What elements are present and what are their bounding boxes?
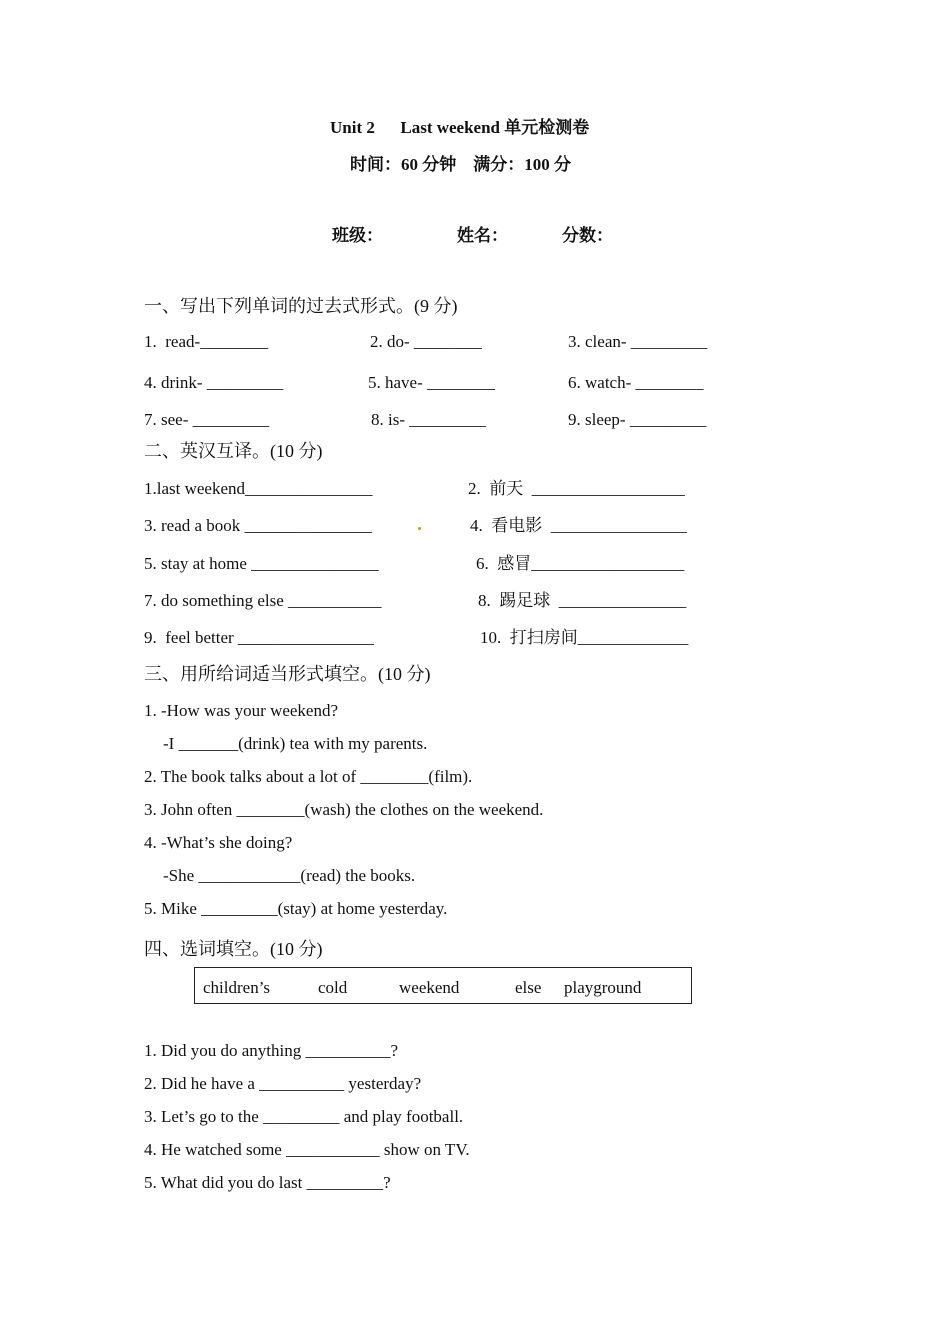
section3-line: 3. John often ________(wash) the clothes on the weekend.: [144, 800, 544, 819]
section3-line: -She ____________(read) the books.: [163, 866, 416, 885]
score-label: 分数：: [562, 226, 613, 245]
word-bank-word: else: [515, 978, 542, 997]
section1-heading: 一、写出下列单词的过去式形式。(9 分): [144, 296, 458, 316]
section4-line: 2. Did he have a __________ yesterday?: [144, 1074, 422, 1093]
section2-item: 2. 前天 __________________: [468, 479, 685, 498]
name-label: 姓名：: [457, 226, 508, 245]
word-bank-word: weekend: [399, 978, 460, 997]
section2-item: 10. 打扫房间_____________: [480, 628, 689, 647]
section1-item: 4. drink- _________: [144, 373, 284, 392]
page-title: Unit 2 Last weekend 单元检测卷: [330, 118, 590, 137]
time-and-score-info: 时间：60 分钟 满分：100 分: [350, 155, 571, 174]
section2-item: 4. 看电影 ________________: [470, 516, 687, 535]
class-label: 班级：: [332, 226, 383, 245]
section1-item: 7. see- _________: [144, 410, 270, 429]
section2-item: 7. do something else ___________: [144, 591, 382, 610]
section1-item: 5. have- ________: [368, 373, 496, 392]
section3-heading: 三、用所给词适当形式填空。(10 分): [144, 664, 431, 684]
section4-line: 5. What did you do last _________?: [144, 1173, 391, 1192]
section2-item: 1.last weekend_______________: [144, 479, 373, 498]
section3-line: 1. -How was your weekend?: [144, 701, 339, 720]
section1-item: 9. sleep- _________: [568, 410, 707, 429]
section3-line: -I _______(drink) tea with my parents.: [163, 734, 428, 753]
word-bank-word: children’s: [203, 978, 271, 997]
section2-item: 8. 踢足球 _______________: [478, 591, 687, 610]
section2-item: 6. 感冒__________________: [476, 554, 685, 573]
section3-line: 5. Mike _________(stay) at home yesterday.: [144, 899, 448, 918]
section4-line: 4. He watched some ___________ show on TV.: [144, 1140, 470, 1159]
section3-line: 2. The book talks about a lot of ________(film).: [144, 767, 473, 786]
section2-item: 9. feel better ________________: [144, 628, 374, 647]
section4-line: 1. Did you do anything __________?: [144, 1041, 399, 1060]
section1-item: 6. watch- ________: [568, 373, 704, 392]
word-bank-word: cold: [318, 978, 348, 997]
section3-line: 4. -What’s she doing?: [144, 833, 293, 852]
section2-heading: 二、英汉互译。(10 分): [144, 441, 323, 461]
section1-item: 8. is- _________: [371, 410, 486, 429]
section1-item: 3. clean- _________: [568, 332, 708, 351]
section2-item: 5. stay at home _______________: [144, 554, 379, 573]
section4-line: 3. Let’s go to the _________ and play football.: [144, 1107, 464, 1126]
stray-dot: [418, 527, 421, 530]
section2-item: 3. read a book _______________: [144, 516, 373, 535]
section1-item: 1. read-________: [144, 332, 269, 351]
section4-heading: 四、选词填空。(10 分): [144, 939, 323, 959]
word-bank-word: playground: [564, 978, 642, 997]
section1-item: 2. do- ________: [370, 332, 482, 351]
